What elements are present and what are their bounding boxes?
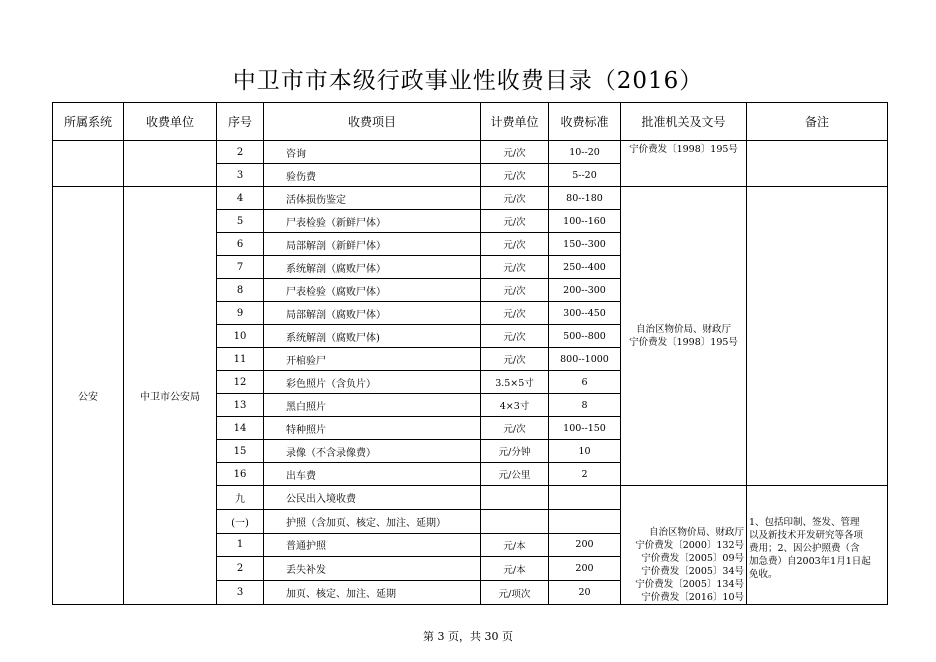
item-cell: 丢失补发 — [264, 557, 481, 581]
std-cell: 10 — [549, 440, 621, 463]
seq-cell: 16 — [217, 463, 264, 486]
seq-cell: 9 — [217, 302, 264, 325]
std-cell: 150--300 — [549, 233, 621, 256]
item-cell: 普通护照 — [264, 533, 481, 557]
unit-cell: 元/次 — [481, 233, 549, 256]
page-footer: 第 3 页，共 30 页 — [423, 630, 513, 643]
header-std: 收费标准 — [549, 103, 621, 141]
header-note: 备注 — [747, 103, 888, 141]
std-cell: 200 — [549, 533, 621, 557]
header-approval: 批准机关及文号 — [621, 103, 747, 141]
item-cell: 黑白照片 — [264, 394, 481, 417]
std-cell — [549, 509, 621, 533]
item-cell: 特种照片 — [264, 417, 481, 440]
seq-cell: 2 — [217, 557, 264, 581]
item-cell: 局部解剖（新鲜尸体） — [264, 233, 481, 256]
header-item: 收费项目 — [264, 103, 481, 141]
note-cell — [747, 486, 888, 605]
seq-cell: 14 — [217, 417, 264, 440]
unit-cell: 元/分钟 — [481, 440, 549, 463]
std-cell: 250--400 — [549, 256, 621, 279]
item-cell: 系统解剖（腐败尸体） — [264, 256, 481, 279]
std-cell: 10--20 — [549, 141, 621, 164]
approval-line: 宁价费发〔2000〕132号 — [635, 540, 744, 551]
unit-cell: 元/次 — [481, 417, 549, 440]
seq-cell: 3 — [217, 164, 264, 187]
seq-cell: 13 — [217, 394, 264, 417]
dept-cell — [124, 141, 217, 187]
approval-line: 自治区物价局、财政厅 — [635, 324, 731, 335]
unit-cell — [481, 486, 549, 510]
seq-cell: 2 — [217, 141, 264, 164]
std-cell: 200--300 — [549, 279, 621, 302]
seq-cell: 11 — [217, 348, 264, 371]
approval-line: 宁价费发〔2005〕09号 — [641, 553, 744, 564]
std-cell: 20 — [549, 581, 621, 605]
note-cell — [747, 187, 888, 486]
approval-cell — [621, 187, 747, 486]
header-seq: 序号 — [217, 103, 264, 141]
header-system: 所属系统 — [53, 103, 124, 141]
seq-cell: 12 — [217, 371, 264, 394]
approval-line: 自治区物价局、财政厅 — [648, 527, 744, 538]
item-cell: 录像（不含录像费） — [264, 440, 481, 463]
unit-cell: 元/本 — [481, 533, 549, 557]
note-line: 1、包括印制、签发、管理 — [749, 517, 860, 528]
unit-cell: 元/次 — [481, 187, 549, 210]
std-cell: 8 — [549, 394, 621, 417]
std-cell: 100--150 — [549, 417, 621, 440]
seq-cell: 7 — [217, 256, 264, 279]
std-cell — [549, 486, 621, 510]
note-line: 以及新技术开发研究等各项 — [749, 530, 864, 541]
item-cell: 出车费 — [264, 463, 481, 486]
seq-cell: (一) — [217, 509, 264, 533]
item-cell: 咨询 — [264, 141, 481, 164]
std-cell: 800--1000 — [549, 348, 621, 371]
std-cell: 200 — [549, 557, 621, 581]
std-cell: 80--180 — [549, 187, 621, 210]
unit-cell: 元/项次 — [481, 581, 549, 605]
std-cell: 6 — [549, 371, 621, 394]
approval-line: 宁价费发〔1998〕195号 — [629, 337, 738, 348]
unit-cell: 元/次 — [481, 256, 549, 279]
item-cell: 开棺验尸 — [264, 348, 481, 371]
unit-cell: 4×3寸 — [481, 394, 549, 417]
seq-cell: 10 — [217, 325, 264, 348]
unit-cell: 元/次 — [481, 325, 549, 348]
unit-cell: 元/次 — [481, 164, 549, 187]
item-cell: 尸表检验（新鲜尸体） — [264, 210, 481, 233]
fee-table — [52, 102, 888, 605]
unit-cell: 元/次 — [481, 279, 549, 302]
seq-cell: 5 — [217, 210, 264, 233]
header-unit: 计费单位 — [481, 103, 549, 141]
unit-cell: 元/次 — [481, 348, 549, 371]
note-line: 费用；2、因公护照费（含 — [749, 543, 860, 554]
unit-cell: 元/次 — [481, 210, 549, 233]
approval-cell: 宁价费发〔1998〕195号 — [621, 141, 747, 187]
std-cell: 2 — [549, 463, 621, 486]
unit-cell: 元/公里 — [481, 463, 549, 486]
note-line: 加急费）自2003年1月1日起 — [749, 556, 871, 567]
item-cell: 活体损伤鉴定 — [264, 187, 481, 210]
unit-cell: 元/本 — [481, 557, 549, 581]
seq-cell: 3 — [217, 581, 264, 605]
unit-cell — [481, 509, 549, 533]
item-cell: 彩色照片（含负片） — [264, 371, 481, 394]
std-cell: 300--450 — [549, 302, 621, 325]
header-row — [53, 103, 888, 141]
note-cell — [747, 141, 888, 187]
approval-line: 宁价费发〔2016〕10号 — [641, 592, 744, 603]
std-cell: 100--160 — [549, 210, 621, 233]
unit-cell: 元/次 — [481, 141, 549, 164]
approval-cell — [621, 486, 747, 605]
item-cell: 公民出入境收费 — [264, 486, 481, 510]
table-row — [53, 141, 888, 164]
item-cell: 局部解剖（腐败尸体） — [264, 302, 481, 325]
approval-line: 宁价费发〔2005〕134号 — [635, 579, 744, 590]
table-row — [53, 187, 888, 210]
unit-cell: 元/次 — [481, 302, 549, 325]
std-cell: 500--800 — [549, 325, 621, 348]
item-cell: 验伤费 — [264, 164, 481, 187]
seq-cell: 1 — [217, 533, 264, 557]
unit-cell: 3.5×5寸 — [481, 371, 549, 394]
note-line: 免收。 — [749, 569, 778, 580]
seq-cell: 6 — [217, 233, 264, 256]
seq-cell: 九 — [217, 486, 264, 510]
fee-table-viewport — [52, 102, 886, 603]
seq-cell: 8 — [217, 279, 264, 302]
std-cell: 5--20 — [549, 164, 621, 187]
seq-cell: 15 — [217, 440, 264, 463]
seq-cell: 4 — [217, 187, 264, 210]
item-cell: 护照（含加页、核定、加注、延期） — [264, 509, 481, 533]
dept-cell: 中卫市公安局 — [124, 187, 217, 605]
item-cell: 加页、核定、加注、延期 — [264, 581, 481, 605]
item-cell: 系统解剖（腐败尸体) — [264, 325, 481, 348]
system-cell: 公安 — [53, 187, 124, 605]
system-cell — [53, 141, 124, 187]
page-title: 中卫市市本级行政事业性收费目录（2016） — [232, 68, 704, 94]
item-cell: 尸表检验（腐败尸体） — [264, 279, 481, 302]
approval-line: 宁价费发〔2005〕34号 — [641, 566, 744, 577]
header-dept: 收费单位 — [124, 103, 217, 141]
